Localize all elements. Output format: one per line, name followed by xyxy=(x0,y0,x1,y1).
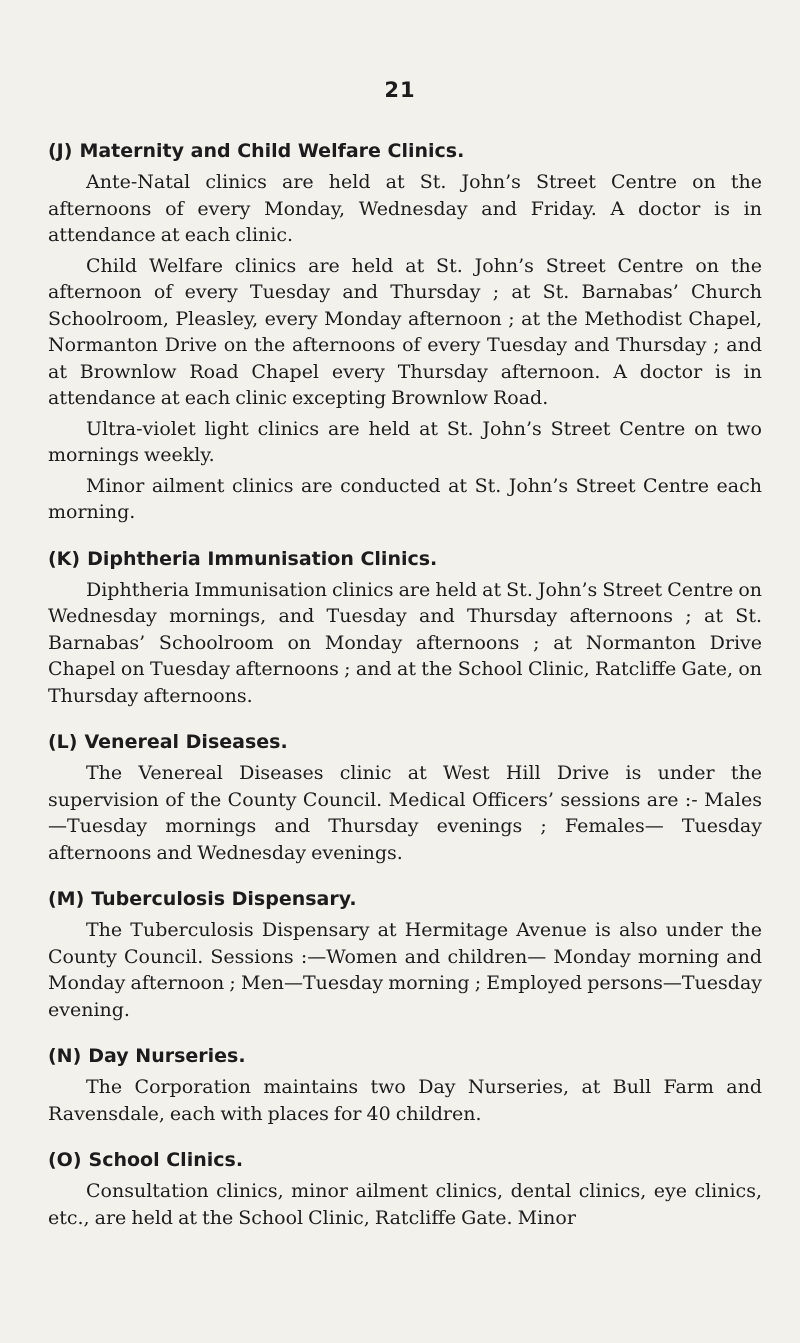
section-heading xyxy=(48,546,762,572)
paragraph: Child Welfare clinics are held at St. John’s Street Centre on the afternoon of every Tuesday and Thursday ; at St. Barnabas’ Church Schoolroom, Pleasley, every Monday afternoon ; at the Methodist Chapel, Normanton Drive on the afternoons of every Tuesday and Thursday ; and at Brownlow Road Chapel every Thursday afternoon. A doctor is in attendance at each clinic excepting Brownlow Road. xyxy=(48,254,762,409)
section-venereal-diseases xyxy=(48,729,762,866)
page-body xyxy=(48,138,762,1251)
paragraph: Ultra-violet light clinics are held at St. John’s Street Centre on two mornings weekly. xyxy=(48,417,762,466)
section-letter: (K) xyxy=(48,547,81,570)
section-diphtheria-immunisation xyxy=(48,546,762,710)
section-tuberculosis-dispensary xyxy=(48,886,762,1023)
section-maternity-child-welfare xyxy=(48,138,762,526)
section-heading xyxy=(48,729,762,755)
section-title: Maternity and Child Welfare Clinics. xyxy=(79,140,465,162)
section-letter: (M) xyxy=(48,888,85,910)
section-title: Diphtheria Immunisation Clinics. xyxy=(87,547,438,570)
section-title: Venereal Diseases. xyxy=(84,731,288,753)
section-title: School Clinics. xyxy=(88,1149,244,1171)
section-letter: (N) xyxy=(48,1045,82,1067)
section-day-nurseries xyxy=(48,1043,762,1127)
section-heading xyxy=(48,1147,762,1173)
paragraph: The Venereal Diseases clinic at West Hill Drive is under the supervision of the County Council. Medical Officers’ sessions are :- Males—Tuesday mornings and Thursday evenings ; Females— Tuesday afternoons and Wednesday evenings. xyxy=(48,762,762,864)
paragraph: Consultation clinics, minor ailment clinics, dental clinics, eye clinics, etc., are held at the School Clinic, Ratcliffe Gate. Minor xyxy=(48,1180,762,1229)
section-letter: (O) xyxy=(48,1149,82,1171)
section-title: Tuberculosis Dispensary. xyxy=(91,888,357,910)
section-title: Day Nurseries. xyxy=(88,1045,246,1067)
section-heading xyxy=(48,1043,762,1069)
paragraph: Diphtheria Immunisation clinics are held at St. John’s Street Centre on Wednesday mornings, and Tuesday and Thursday afternoons ; at St. Barnabas’ Schoolroom on Monday afternoons ; at Normanton Drive Chapel on Tuesday afternoons ; and at the School Clinic, Ratcliffe Gate, on Thursday afternoons. xyxy=(48,578,762,707)
paragraph: Minor ailment clinics are conducted at St. John’s Street Centre each morning. xyxy=(48,474,762,523)
section-school-clinics xyxy=(48,1147,762,1231)
paragraph: Ante-Natal clinics are held at St. John’s Street Centre on the afternoons of every Monday, Wednesday and Friday. A doctor is in attendance at each clinic. xyxy=(48,171,762,246)
section-letter: (J) xyxy=(48,140,73,162)
section-letter: (L) xyxy=(48,731,78,753)
paragraph: The Tuberculosis Dispensary at Hermitage Avenue is also under the County Council. Sessions :—Women and children— Monday morning and Monday afternoon ; Men—Tuesday morning ; Employed persons—Tuesday evening. xyxy=(48,919,762,1021)
page-number: 21 xyxy=(384,78,416,102)
section-heading xyxy=(48,138,762,164)
paragraph: The Corporation maintains two Day Nurseries, at Bull Farm and Ravensdale, each with places for 40 children. xyxy=(48,1076,762,1125)
section-heading xyxy=(48,886,762,912)
